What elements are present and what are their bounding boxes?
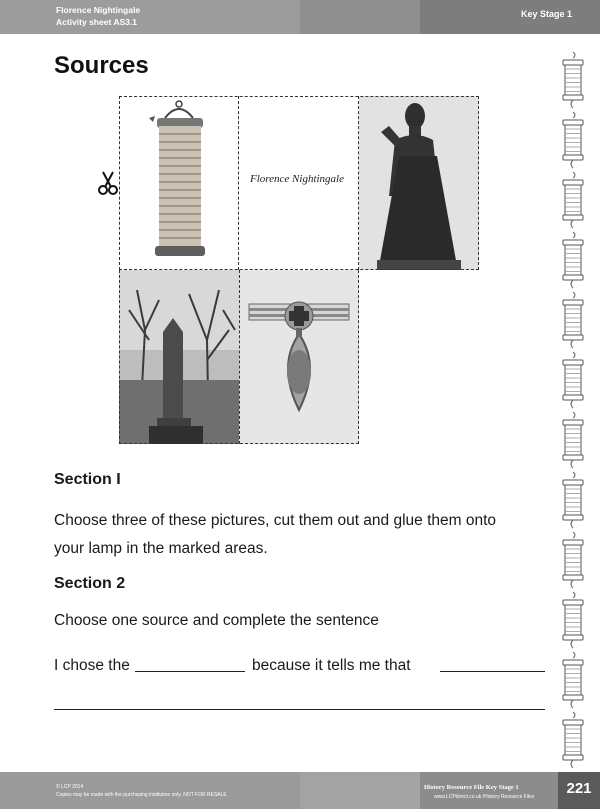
signature-text: Florence Nightingale — [250, 173, 344, 185]
footer-note: Copies may be made with the purchasing institution only. NOT FOR RESALE — [56, 792, 227, 798]
footer-copyright: © LCP 2014 — [56, 784, 84, 790]
section1-line1: Choose three of these pictures, cut them out and glue them onto — [54, 512, 497, 529]
sentence-part2: because it tells me that — [252, 657, 411, 674]
page-title: Sources — [54, 52, 149, 79]
sentence-part1: I chose the — [54, 657, 130, 674]
page-number: 221 — [566, 780, 592, 797]
cut-line-divider — [239, 96, 359, 270]
cut-line-divider — [239, 270, 240, 444]
header-stage: Key Stage 1 — [520, 9, 572, 19]
header-sheet: Activity sheet AS3.1 — [56, 17, 137, 27]
section1-line2: your lamp in the marked areas. — [54, 540, 268, 557]
answer-blank-source[interactable] — [135, 671, 245, 672]
header-topic: Florence Nightingale — [56, 5, 141, 15]
footer-file-title: History Resource File Key Stage 1 — [424, 784, 519, 791]
section2-instruction: Choose one source and complete the sentence — [54, 612, 379, 629]
footer-website: www.LCPdirect.co.uk /History Resource Files — [434, 794, 535, 800]
answer-blank-reason[interactable] — [440, 671, 545, 672]
cut-line-divider — [119, 96, 239, 270]
page-footer — [0, 772, 600, 809]
section1-heading: Section I — [54, 471, 121, 488]
decorative-reels-border — [556, 50, 590, 774]
answer-line-continued[interactable] — [54, 709, 545, 710]
scissors-icon — [98, 170, 118, 200]
page-header — [0, 0, 600, 34]
section2-heading: Section 2 — [54, 575, 126, 592]
